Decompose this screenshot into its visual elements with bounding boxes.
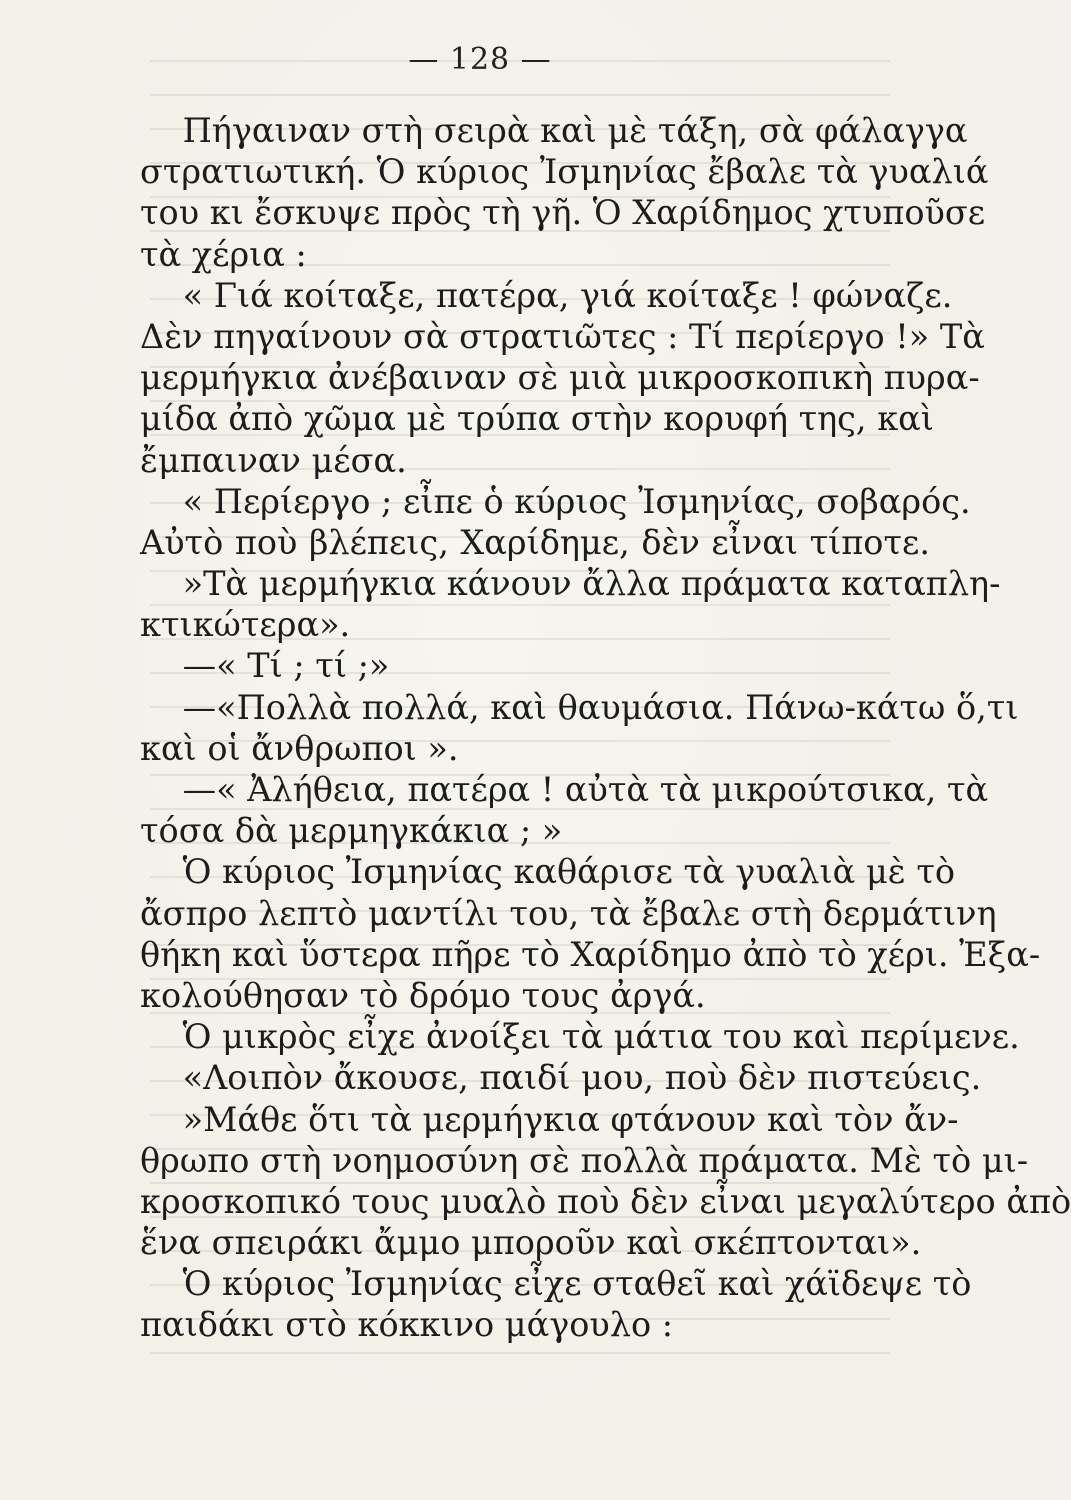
text-line: Ὁ μικρὸς εἶχε ἀνοίξει τὰ μάτια του καὶ περίμενε. [140, 1017, 1020, 1057]
text-line: τὰ χέρια : [140, 234, 307, 274]
text-line: ἄσπρο λεπτὸ μαντίλι του, τὰ ἔβαλε στὴ δερμάτινη [140, 893, 997, 933]
text-line: « Γιά κοίταξε, πατέρα, γιά κοίταξε ! φώναζε. [140, 275, 953, 315]
text-line: θρωπο στὴ νοημοσύνη σὲ πολλὰ πράματα. Μὲ τὸ μι- [140, 1140, 1029, 1180]
text-line: »Μάθε ὅτι τὰ μερμήγκια φτάνουν καὶ τὸν ἄν- [140, 1099, 959, 1139]
text-line: του κι ἔσκυψε πρὸς τὴ γῆ. Ὁ Χαρίδημος χτυποῦσε [140, 193, 986, 233]
text-line: κροσκοπικό τους μυαλὸ ποὺ δὲν εἶναι μεγαλύτερο ἀπὸ [140, 1181, 1071, 1221]
text-line: στρατιωτική. Ὁ κύριος Ἰσμηνίας ἔβαλε τὰ γυαλιά [140, 152, 989, 192]
text-line: μίδα ἀπὸ χῶμα μὲ τρύπα στὴν κορυφή της, καὶ [140, 399, 934, 439]
text-line: τόσα δὰ μερμηγκάκια ; » [140, 811, 563, 851]
text-line: κολούθησαν τὸ δρόμο τους ἀργά. [140, 975, 706, 1015]
text-line: ἕνα σπειράκι ἄμμο μποροῦν καὶ σκέπτονται». [140, 1223, 922, 1263]
text-line: —«Πολλὰ πολλά, καὶ θαυμάσια. Πάνω-κάτω ὅ,τι [140, 687, 1019, 727]
text-line: Αὐτὸ ποὺ βλέπεις, Χαρίδημε, δὲν εἶναι τίποτε. [140, 522, 930, 562]
text-line: κτικώτερα». [140, 605, 351, 645]
text-line: καὶ οἱ ἄνθρωποι ». [140, 728, 459, 768]
page-number: — 128 — [408, 42, 552, 77]
text-line: Πήγαιναν στὴ σειρὰ καὶ μὲ τάξη, σὰ φάλαγγα [140, 111, 968, 150]
text-line: « Περίεργο ; εἶπε ὁ κύριος Ἰσμηνίας, σοβαρός. [140, 481, 971, 521]
text-line: —« Ἀλήθεια, πατέρα ! αὐτὰ τὰ μικρούτσικα, τὰ [140, 770, 989, 809]
text-line: Ὁ κύριος Ἰσμηνίας καθάρισε τὰ γυαλιὰ μὲ τὸ [140, 852, 956, 892]
text-line: Ὁ κύριος Ἰσμηνίας εἶχε σταθεῖ καὶ χάϊδεψε τὸ [140, 1264, 972, 1304]
text-line: —« Τί ; τί ;» [140, 646, 390, 686]
text-line: θήκη καὶ ὕστερα πῆρε τὸ Χαρίδημο ἀπὸ τὸ χέρι. Ἐξα- [140, 934, 1041, 974]
text-line: »Τὰ μερμήγκια κάνουν ἄλλα πράματα καταπλη- [140, 564, 1001, 604]
text-line: παιδάκι στὸ κόκκινο μάγουλο : [140, 1305, 674, 1345]
text-line: ἔμπαιναν μέσα. [140, 440, 407, 480]
body-text [140, 110, 1071, 1346]
text-line: «Λοιπὸν ἄκουσε, παιδί μου, ποὺ δὲν πιστεύεις. [140, 1058, 982, 1098]
text-line: μερμήγκια ἀνέβαιναν σὲ μιὰ μικροσκοπικὴ πυρα- [140, 358, 980, 398]
text-line: Δὲν πηγαίνουν σὰ στρατιῶτες : Τί περίεργο !» Τὰ [140, 316, 985, 356]
